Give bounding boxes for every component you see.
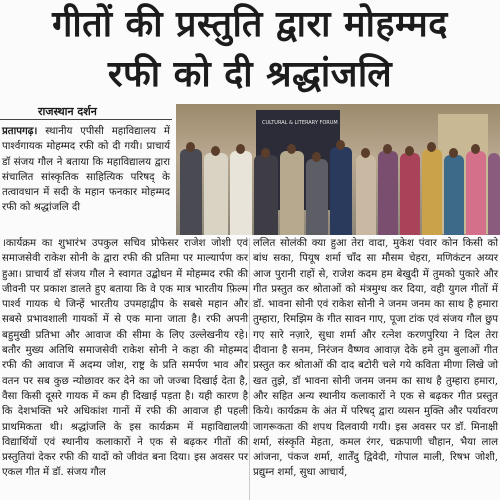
byline-rule (0, 119, 172, 120)
headline-line-2: रफी को दी श्रद्धांजलि (107, 54, 393, 95)
photo-person (356, 155, 376, 235)
photo-person (180, 149, 202, 235)
headline-line-1: गीतों की प्रस्तुति द्वारा मोहम्मद (52, 4, 448, 45)
photo-person (466, 151, 486, 235)
photo-person (422, 149, 442, 235)
photo-person-head (287, 144, 296, 154)
photo-person-head (383, 144, 392, 154)
dateline: प्रतापगढ़। (2, 125, 38, 137)
article-column-right: ललित सोलंकी क्या हुआ तेरा वादा, मुकेश पंवार कोन किसी को बांध सका, पियूष शर्मा चाँद सा मौसम चेहरा, मणिकंटन अय्यर आज पुरानी राहों से, राजेश कदम हम बेखुदी में तुमको पुकारे और गीत प्रस्तुत कर श्रोताओं को मंत्रमुग्ध कर दिया, वही युगल गीतों में डॉ. भावना सोनी एवं राकेश सोनी ने जनम जनम का साथ है हमारा तुम्हारा, रिमझिम के गीत सावन गाए, पूजा टांक एवं संजय गौल छुप गए सारे नज़ारे, सुधा शर्मा और रत्नेश करणपुरिया ने दिल तेरा दीवाना है सनम, निरंजन वैष्णव आवाज़ देके हमे तुम बुलाओं गीत प्रस्तुत कर श्रोताओं की दाद बटोरी चले गये कविता मीणा लिखे जो खत तुझे, डॉ भावना सोनी जनम जनम का साथ है तुम्हारा हमारा, और सहित अन्य स्थानीय कलाकारों ने एक से बढ़कर गीत प्रस्तुत किये। कार्यक्रम के अंत में परिषद् द्वारा व्यसन मुक्ति और पर्यावरण जागरूकता की शपथ दिलवायी गयी। इस अवसर पर डॉ. मिनाक्षी शर्मा, संस्कृति मेहता, कमल रंगर, चक्रपाणी चौहान, भैया लाल आंजना, पंकज शर्मा, शार्तेंदु द्विवेदी, गोपाल माली, रिषभ जोशी, प्रद्युम्न शर्मा, सुधा आचार्य, (253, 238, 498, 479)
byline: राजस्थान दर्शन (38, 105, 97, 118)
photo-person-head (405, 146, 414, 156)
photo-person-head (211, 146, 220, 156)
photo-person-head (449, 148, 458, 158)
photo-person-head (312, 152, 321, 162)
photo-person-head (261, 148, 270, 158)
photo-person (400, 153, 420, 235)
photo-person (254, 155, 278, 235)
photo-person-head (427, 142, 436, 152)
photo-person (306, 159, 328, 235)
photo-person (280, 151, 304, 235)
photo-person (444, 155, 464, 235)
photo-person (204, 153, 228, 235)
event-photo (176, 104, 500, 235)
column-divider (249, 238, 250, 500)
photo-person (488, 153, 500, 235)
photo-banner-text: CULTURAL & LITERARY FORUM (262, 120, 338, 126)
article-column-left: ।कार्यक्रम का शुभारंभ उपकुल सचिव प्रोफेसर राजेश जोशी एवं समाजसेवी राकेश सोनी के द्वारा रफी की प्रतिमा पर माल्यार्पण कर हुआ। प्राचार्य डॉ संजय गौल ने स्वागत उद्बोधन में मोहम्मद रफी की जीवनी पर प्रकाश डालते हुए बताया कि वे एक मात्र भारतीय फ़िल्म पार्श्व गायक थे जिन्हें भारतीय उपमहाद्वीप के सबसे महान और सबसे प्रभावशाली गायकों में से एक माना जाता है। रफी अपनी बहुमुखी प्रतिभा और आवाज की सीमा के लिए उल्लेखनीय रहे। बतौर मुख्य अतिथि समाजसेवी राकेश सोनी ने कहा की मोहम्मद रफी की आवाज में अदम्य जोश, राष्ट्र के प्रति समर्पण भाव और वतन पर सब कुछ न्योछावर कर देने का जो जज्बा दिखाई देता है, वैसा किसी दूसरे गायक में कम ही दिखाई पड़ता है। यही कारण है कि देशभक्ति भरे अधिकांश गानों में रफी की आवाज ही पहली प्राथमिकता थी। श्रद्धांजलि के इस कार्यक्रम में महाविद्यालयी विद्यार्थियों एवं स्थानीय कलाकारों ने एक से बढ़कर गीतों की प्रस्तुतियां देकर रफी की यादों को जीवंत बना दिया। इस अवसर पर एकल गीत में डॉ. संजय गौल (2, 238, 248, 479)
photo-person-head (361, 148, 370, 158)
photo-person (230, 151, 252, 235)
intro-paragraph (2, 124, 170, 216)
photo-person-head (236, 144, 245, 154)
photo-person-head (471, 144, 480, 154)
photo-person-head (186, 142, 195, 152)
photo-person-head (336, 140, 345, 150)
intro-text: स्थानीय एपीसी महाविद्यालय में पार्श्वगायक मोहम्मद रफी को दी गयी। प्राचार्य डॉ संजय गौल ने बताया कि महाविद्यालय द्वारा संचालित सांस्कृतिक साहित्यिक परिषद् के तत्वावधान में सदी के महान फनकार मोहम्मद रफी को श्रद्धांजलि दी (2, 126, 170, 214)
photo-person (330, 147, 352, 235)
photo-person (378, 151, 398, 235)
